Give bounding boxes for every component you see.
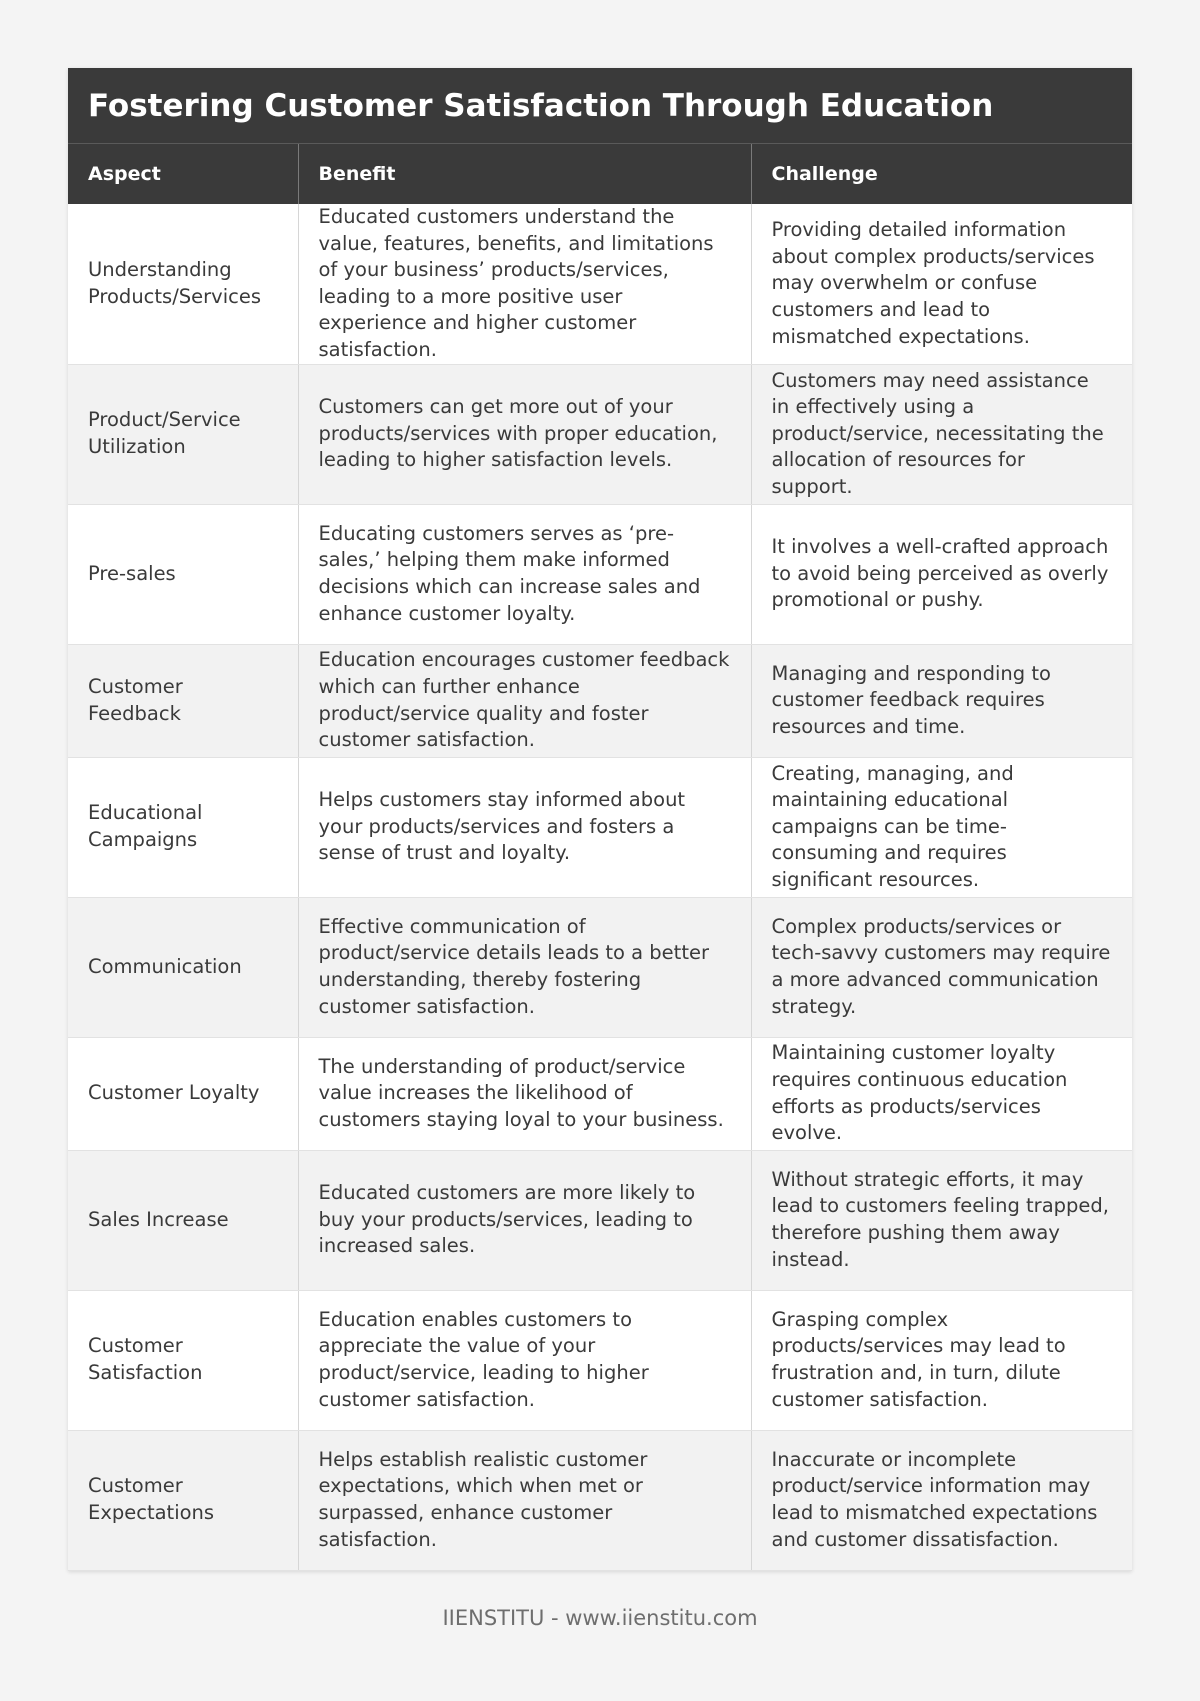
benefit-cell: Education encourages customer feedback which can further enhance product/service quality and foster customer satisfaction. bbox=[298, 644, 751, 757]
benefit-cell: Education enables customers to appreciate the value of your product/service, leading to higher customer satisfaction. bbox=[298, 1290, 751, 1430]
benefit-cell: The understanding of product/service value increases the likelihood of customers staying loyal to your business. bbox=[298, 1037, 751, 1150]
table-row bbox=[68, 204, 1132, 364]
aspect-cell: Pre-sales bbox=[68, 504, 298, 644]
aspect-cell: Communication bbox=[68, 897, 298, 1037]
table-row bbox=[68, 504, 1132, 644]
benefit-cell: Educating customers serves as ‘pre-sales,’ helping them make informed decisions which can increase sales and enhance customer loyalty. bbox=[298, 504, 751, 644]
table-row bbox=[68, 1037, 1132, 1150]
table-row bbox=[68, 364, 1132, 504]
aspect-cell: Customer Feedback bbox=[68, 644, 298, 757]
column-header-benefit: Benefit bbox=[298, 144, 751, 204]
title-bar bbox=[68, 68, 1132, 144]
benefit-cell: Effective communication of product/service details leads to a better understanding, thereby fostering customer satisfaction. bbox=[298, 897, 751, 1037]
benefit-cell: Helps customers stay informed about your products/services and fosters a sense of trust and loyalty. bbox=[298, 757, 751, 897]
benefit-cell: Educated customers understand the value, features, benefits, and limitations of your business’ products/services, leading to a more positive user experience and higher customer satisfaction. bbox=[298, 204, 751, 364]
table-row bbox=[68, 1150, 1132, 1290]
table-row bbox=[68, 757, 1132, 897]
aspect-cell: Product/Service Utilization bbox=[68, 364, 298, 504]
table-row bbox=[68, 644, 1132, 757]
benefit-cell: Educated customers are more likely to buy your products/services, leading to increased sales. bbox=[298, 1150, 751, 1290]
benefit-cell: Helps establish realistic customer expectations, which when met or surpassed, enhance customer satisfaction. bbox=[298, 1430, 751, 1570]
challenge-cell: Managing and responding to customer feedback requires resources and time. bbox=[751, 644, 1132, 757]
benefit-cell: Customers can get more out of your products/services with proper education, leading to higher satisfaction levels. bbox=[298, 364, 751, 504]
aspect-cell: Educational Campaigns bbox=[68, 757, 298, 897]
challenge-cell: Maintaining customer loyalty requires continuous education efforts as products/services evolve. bbox=[751, 1037, 1132, 1150]
column-header-challenge: Challenge bbox=[751, 144, 1132, 204]
table-row bbox=[68, 1430, 1132, 1570]
table-row bbox=[68, 897, 1132, 1037]
challenge-cell: Providing detailed information about complex products/services may overwhelm or confuse customers and lead to mismatched expectations. bbox=[751, 204, 1132, 364]
table-card bbox=[68, 68, 1132, 1571]
aspect-cell: Customer Expectations bbox=[68, 1430, 298, 1570]
challenge-cell: It involves a well-crafted approach to avoid being perceived as overly promotional or pushy. bbox=[751, 504, 1132, 644]
aspect-cell: Customer Satisfaction bbox=[68, 1290, 298, 1430]
challenge-cell: Creating, managing, and maintaining educational campaigns can be time-consuming and requires significant resources. bbox=[751, 757, 1132, 897]
aspect-cell: Customer Loyalty bbox=[68, 1037, 298, 1150]
table-row bbox=[68, 1290, 1132, 1430]
aspect-cell: Sales Increase bbox=[68, 1150, 298, 1290]
challenge-cell: Without strategic efforts, it may lead to customers feeling trapped, therefore pushing them away instead. bbox=[751, 1150, 1132, 1290]
comparison-table bbox=[68, 144, 1132, 1571]
challenge-cell: Customers may need assistance in effectively using a product/service, necessitating the allocation of resources for support. bbox=[751, 364, 1132, 504]
challenge-cell: Complex products/services or tech-savvy customers may require a more advanced communication strategy. bbox=[751, 897, 1132, 1037]
column-header-aspect: Aspect bbox=[68, 144, 298, 204]
footer-credit: IIENSTITU - www.iienstitu.com bbox=[442, 1606, 758, 1630]
aspect-cell: Understanding Products/Services bbox=[68, 204, 298, 364]
page-title: Fostering Customer Satisfaction Through Education bbox=[88, 87, 994, 124]
challenge-cell: Inaccurate or incomplete product/service information may lead to mismatched expectations and customer dissatisfaction. bbox=[751, 1430, 1132, 1570]
challenge-cell: Grasping complex products/services may lead to frustration and, in turn, dilute customer satisfaction. bbox=[751, 1290, 1132, 1430]
table-header-row bbox=[68, 144, 1132, 204]
